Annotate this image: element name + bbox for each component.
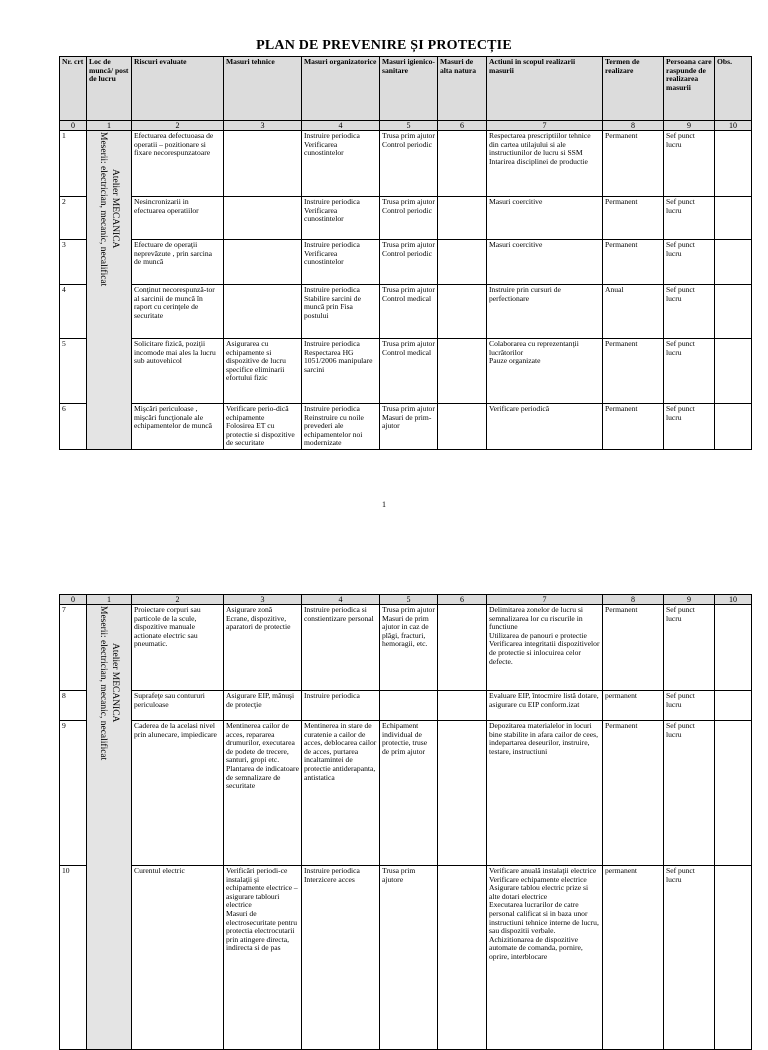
row-number: 1 <box>60 131 87 197</box>
other-measures-cell <box>438 691 487 721</box>
column-number: 5 <box>380 121 438 131</box>
row-number: 10 <box>60 866 87 1050</box>
workplace-label: Atelier MECANICA Meserii: electrician, mecanic, necalificat <box>98 606 120 761</box>
page-number: 1 <box>382 500 386 509</box>
deadline-cell: Permanent <box>603 605 664 691</box>
technical-measures-cell: Asigurare EIP, mănuşi de protecţie <box>224 691 302 721</box>
header-row <box>60 57 752 121</box>
actions-cell: Delimitarea zonelor de lucru si semnalizarea lor cu riscurile in functiune Utilizarea de panouri e protectie Verificarea integritatii dispozitivelor de protectie si inlocuirea celor defecte. <box>487 605 603 691</box>
observations-cell <box>715 721 752 866</box>
responsible-cell: Sef punct lucru <box>664 721 715 866</box>
hygiene-measures-cell: Trusa prim ajutor Control medical <box>380 339 438 404</box>
row-number: 4 <box>60 285 87 339</box>
table-row <box>60 404 752 450</box>
row-number: 5 <box>60 339 87 404</box>
table-row <box>60 691 752 721</box>
column-number: 10 <box>715 121 752 131</box>
risk-cell: Mişcări periculoase , mişcări funcţionale ale echipamentelor de muncă <box>132 404 224 450</box>
row-number: 2 <box>60 197 87 240</box>
hygiene-measures-cell: Trusa prim ajutor Control medical <box>380 285 438 339</box>
risk-cell: Proiectare corpuri sau particole de la scule, dispozitive manuale actionate electric sau pneumatic. <box>132 605 224 691</box>
actions-cell: Evaluare EIP, întocmire listă dotare, asigurare cu EIP conform.izat <box>487 691 603 721</box>
responsible-cell: Sef punct lucru <box>664 866 715 1050</box>
actions-cell: Instruire prin cursuri de perfectionare <box>487 285 603 339</box>
hygiene-measures-cell: Trusa prim ajutor Masuri de prim-ajutor <box>380 404 438 450</box>
organizational-measures-cell: Instruire periodica <box>302 691 380 721</box>
column-number: 1 <box>87 595 132 605</box>
page-title: PLAN DE PREVENIRE ȘI PROTECȚIE <box>256 38 512 53</box>
technical-measures-cell: Asigurare zonă Ecrane, dispozitive, aparatori de protectie <box>224 605 302 691</box>
header-cell: Masuri organizatorice <box>302 57 380 121</box>
workplace-cell <box>87 605 132 1050</box>
deadline-cell: Anual <box>603 285 664 339</box>
column-number: 9 <box>664 595 715 605</box>
deadline-cell: Permanent <box>603 240 664 285</box>
table-row <box>60 605 752 691</box>
risk-cell: Efectuarea defectuoasa de operatii – pozitionare si fixare necorespunzatoare <box>132 131 224 197</box>
observations-cell <box>715 285 752 339</box>
table-row <box>60 131 752 197</box>
other-measures-cell <box>438 240 487 285</box>
hygiene-measures-cell: Trusa prim ajutor Control periodic <box>380 197 438 240</box>
responsible-cell: Sef punct lucru <box>664 285 715 339</box>
observations-cell <box>715 691 752 721</box>
workplace-label: Atelier MECANICA Meserii: electrician, mecanic, necalificat <box>98 132 120 287</box>
risk-cell: Nesincronizarii in efectuarea operatiilor <box>132 197 224 240</box>
column-number: 8 <box>603 121 664 131</box>
table-row <box>60 240 752 285</box>
row-number: 7 <box>60 605 87 691</box>
organizational-measures-cell: Instruire periodica Respectarea HG 1051/2006 manipulare sarcini <box>302 339 380 404</box>
other-measures-cell <box>438 721 487 866</box>
actions-cell: Verificare anuală instalaţii electrice Verificare echipamente electrice Asigurare tablou electric prize si alte dotari electrice Executarea lucrarilor de catre personal calificat si in baza unor instructiuni tehnice interne de lucru, sau dispozitii verbale. Achizitionarea de dispozitive automate de comanda, pornire, oprire, interblocare <box>487 866 603 1050</box>
header-cell: Masuri igienico-sanitare <box>380 57 438 121</box>
deadline-cell: permanent <box>603 866 664 1050</box>
deadline-cell: Permanent <box>603 404 664 450</box>
deadline-cell: Permanent <box>603 339 664 404</box>
actions-cell: Verificare periodică <box>487 404 603 450</box>
column-number: 8 <box>603 595 664 605</box>
table-row <box>60 285 752 339</box>
other-measures-cell <box>438 197 487 240</box>
hygiene-measures-cell: Echipament individual de protectie, truse de prim ajutor <box>380 721 438 866</box>
table-row <box>60 721 752 866</box>
technical-measures-cell: Mentinerea cailor de acces, repararea drumurilor, executarea de podete de trecere, santuri, gropi etc. Plantarea de indicatoare de semnalizare de securitate <box>224 721 302 866</box>
table-row <box>60 197 752 240</box>
observations-cell <box>715 866 752 1050</box>
header-cell: Loc de muncă/ post de lucru <box>87 57 132 121</box>
row-number: 8 <box>60 691 87 721</box>
header-cell: Masuri de alta natura <box>438 57 487 121</box>
observations-cell <box>715 404 752 450</box>
deadline-cell: Permanent <box>603 721 664 866</box>
actions-cell: Respectarea prescriptiilor tehnice din cartea utilajului si ale instructiunilor de lucru si SSM Intarirea disciplinei de productie <box>487 131 603 197</box>
hygiene-measures-cell: Trusa prim ajutor Masuri de prim ajutor in caz de plăgi, fracturi, hemoragii, etc. <box>380 605 438 691</box>
technical-measures-cell: Asigurarea cu echipamente si dispozitive de lucru specifice eliminarii efortului fizic <box>224 339 302 404</box>
risk-cell: Caderea de la acelasi nivel prin alunecare, impiedicare <box>132 721 224 866</box>
column-number: 3 <box>224 595 302 605</box>
risk-cell: Efectuare de operaţii neprevăzute , prin sarcina de muncă <box>132 240 224 285</box>
responsible-cell: Sef punct lucru <box>664 605 715 691</box>
other-measures-cell <box>438 339 487 404</box>
responsible-cell: Sef punct lucru <box>664 339 715 404</box>
column-number: 9 <box>664 121 715 131</box>
header-cell: Termen de realizare <box>603 57 664 121</box>
risk-cell: Curentul electric <box>132 866 224 1050</box>
header-cell: Obs. <box>715 57 752 121</box>
column-number: 3 <box>224 121 302 131</box>
organizational-measures-cell: Instruire periodica Verificarea cunostintelor <box>302 240 380 285</box>
observations-cell <box>715 605 752 691</box>
organizational-measures-cell: Instruire periodica Verificarea cunostintelor <box>302 131 380 197</box>
deadline-cell: permanent <box>603 691 664 721</box>
column-number: 4 <box>302 595 380 605</box>
responsible-cell: Sef punct lucru <box>664 691 715 721</box>
column-number: 4 <box>302 121 380 131</box>
column-number: 0 <box>60 595 87 605</box>
row-number: 3 <box>60 240 87 285</box>
responsible-cell: Sef punct lucru <box>664 240 715 285</box>
deadline-cell: Permanent <box>603 131 664 197</box>
header-cell: Nr. crt <box>60 57 87 121</box>
other-measures-cell <box>438 404 487 450</box>
technical-measures-cell: Verificări periodi-ce instalaţii şi echipamente electrice – asigurare tablouri electrice Masuri de electrosecuritate pentru protectia electrocutarii prin atingere directa, indirecta si de pas <box>224 866 302 1050</box>
technical-measures-cell <box>224 285 302 339</box>
row-number: 6 <box>60 404 87 450</box>
table-row <box>60 339 752 404</box>
column-number: 7 <box>487 121 603 131</box>
column-number: 0 <box>60 121 87 131</box>
observations-cell <box>715 131 752 197</box>
observations-cell <box>715 240 752 285</box>
risk-cell: Conţinut necorespunză-tor al sarcinii de muncă în raport cu cerinţele de securitate <box>132 285 224 339</box>
column-number: 2 <box>132 595 224 605</box>
deadline-cell: Permanent <box>603 197 664 240</box>
organizational-measures-cell: Instruire periodica Verificarea cunostintelor <box>302 197 380 240</box>
technical-measures-cell <box>224 197 302 240</box>
actions-cell: Colaborarea cu reprezentanţii lucrătorilor Pauze organizate <box>487 339 603 404</box>
column-number: 7 <box>487 595 603 605</box>
header-cell: Actiuni in scopul realizarii masurii <box>487 57 603 121</box>
prevention-plan-table-page-1 <box>59 56 752 450</box>
risk-cell: Suprafeţe sau contururi periculoase <box>132 691 224 721</box>
prevention-plan-table-page-2 <box>59 594 752 1050</box>
column-number: 2 <box>132 121 224 131</box>
other-measures-cell <box>438 866 487 1050</box>
hygiene-measures-cell: Trusa prim ajutor Control periodic <box>380 131 438 197</box>
responsible-cell: Sef punct lucru <box>664 131 715 197</box>
organizational-measures-cell: Instruire periodica Interzicere acces <box>302 866 380 1050</box>
workplace-cell <box>87 131 132 450</box>
header-cell: Persoana care raspunde de realizarea masurii <box>664 57 715 121</box>
hygiene-measures-cell <box>380 691 438 721</box>
other-measures-cell <box>438 131 487 197</box>
row-number: 9 <box>60 721 87 866</box>
column-number-row <box>60 595 752 605</box>
table-row <box>60 866 752 1050</box>
technical-measures-cell <box>224 131 302 197</box>
other-measures-cell <box>438 605 487 691</box>
column-number: 1 <box>87 121 132 131</box>
other-measures-cell <box>438 285 487 339</box>
organizational-measures-cell: Instruire periodica Reinstruire cu noile prevederi ale echipamentelor noi modernizate <box>302 404 380 450</box>
column-number-row <box>60 121 752 131</box>
technical-measures-cell <box>224 240 302 285</box>
observations-cell <box>715 339 752 404</box>
column-number: 6 <box>438 121 487 131</box>
organizational-measures-cell: Mentinerea in stare de curatenie a cailor de acces, deblocarea cailor de acces, purtarea incaltamintei de protectie antiderapanta, antistatica <box>302 721 380 866</box>
actions-cell: Masuri coercitive <box>487 240 603 285</box>
observations-cell <box>715 197 752 240</box>
actions-cell: Depozitarea materialelor in locuri bine stabilite in afara cailor de cees, indepartarea deseurilor, instruire, testare, instructiuni <box>487 721 603 866</box>
actions-cell: Masuri coercitive <box>487 197 603 240</box>
column-number: 5 <box>380 595 438 605</box>
column-number: 10 <box>715 595 752 605</box>
responsible-cell: Sef punct lucru <box>664 404 715 450</box>
technical-measures-cell: Verificare perio-dică echipamente Folosirea ET cu protectie si dispozitive de securitate <box>224 404 302 450</box>
column-number: 6 <box>438 595 487 605</box>
header-cell: Riscuri evaluate <box>132 57 224 121</box>
hygiene-measures-cell: Trusa prim ajutore <box>380 866 438 1050</box>
header-cell: Masuri tehnice <box>224 57 302 121</box>
organizational-measures-cell: Instruire periodica si constientizare personal <box>302 605 380 691</box>
responsible-cell: Sef punct lucru <box>664 197 715 240</box>
risk-cell: Solicitare fizică, poziţii incomode mai ales la lucru sub autovehicol <box>132 339 224 404</box>
hygiene-measures-cell: Trusa prim ajutor Control periodic <box>380 240 438 285</box>
organizational-measures-cell: Instruire periodica Stabilire sarcini de muncă prin Fisa postului <box>302 285 380 339</box>
